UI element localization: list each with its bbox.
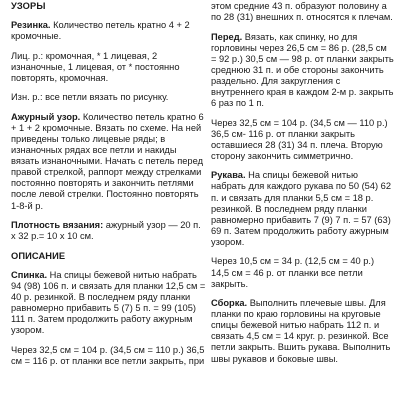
density-text: ажурный узор — 20 п. х 32 р.= 10 х 10 см. bbox=[11, 220, 201, 242]
front-paragraph bbox=[211, 32, 394, 110]
front-continuation-paragraph: Через 32,5 см = 104 р. (34,5 см — 110 р.) 36,5 см- 116 р. от планки закрыть оставшиеся 28 (31) 34 п. плеча. Вторую сторону закончить симметрично. bbox=[211, 117, 388, 161]
purl-row-paragraph: Изн. р.: все петли вязать по рисунку. bbox=[11, 92, 169, 103]
lace-pattern-title: Ажурный узор. bbox=[11, 111, 81, 122]
rib-pattern-paragraph bbox=[11, 20, 206, 42]
sleeves-title: Рукава. bbox=[211, 170, 246, 181]
lace-pattern-paragraph bbox=[11, 112, 206, 212]
assembly-paragraph bbox=[211, 298, 394, 365]
back-title: Спинка. bbox=[11, 269, 48, 280]
back-continuation-end: этом средние 43 п. образуют половину а по 28 (31) внешних п. относятся к плечам. bbox=[211, 1, 393, 23]
back-continuation-paragraph: Через 32,5 см = 104 р. (34,5 см = 110 р.) 36,5 см = 116 р. от планки все петли закрыть, при bbox=[11, 344, 205, 366]
density-title: Плотность вязания: bbox=[11, 220, 104, 231]
sleeves-continuation-paragraph: Через 10,5 см = 34 р. (12,5 см = 40 р.) 14,5 см = 46 р. от планки все петли закрыть. bbox=[211, 256, 375, 289]
face-row-paragraph: Лиц. р.: кромочная, * 1 лицевая, 2 изнаночные, 1 лицевая, от * постоянно повторять, кромочная. bbox=[11, 50, 180, 83]
back-paragraph bbox=[11, 270, 206, 337]
rib-pattern-title: Резинка. bbox=[11, 20, 51, 31]
sleeves-paragraph bbox=[211, 170, 394, 248]
assembly-text: Выполнить плечевые швы. Для планки по краю горловины на круговые спицы бежевой нитью набрать 112 п. и связать 4,5 см = 14 круг. р. резинкой. Все петли закрыть. Вшить рукава. Выполнить швы рукавов и боковые швы. bbox=[211, 298, 391, 364]
patterns-heading: УЗОРЫ bbox=[11, 1, 46, 11]
sleeves-text: На спицы бежевой нитью набрать для каждого рукава по 50 (54) 62 п. и связать для планки 5,5 см = 18 р. резинкой. В последнем ряду планки равномерно прибавить 7 (9) 7 п. = 57 (63) 69 п. Затем продолжить работу ажурным узором. bbox=[211, 170, 392, 247]
back-text: На спицы бежевой нитью набрать 94 (98) 106 п. и связать для планки 12,5 см = 40 р. резинкой. В последнем ряду планки равномерно прибавить 5 (7) 5 п. = 99 (105) 111 п. Затем продолжить работу ажурным узором. bbox=[11, 269, 206, 336]
description-heading: ОПИСАНИЕ bbox=[11, 250, 66, 261]
right-column bbox=[211, 1, 394, 373]
front-text: Вязать, как спинку, но для горловины через 26,5 см = 86 р. (28,5 см = 92 р.) 30,5 см — 98 р. от планки закрыть среднюю 31 п. и обе стороны закончить раздельно. Для закругления с внутреннего края в каждом 2-м р. закрыть 6 раз по 1 п. bbox=[211, 31, 394, 109]
assembly-title: Сборка. bbox=[211, 298, 248, 309]
lace-pattern-text: Количество петель кратно 6 + 1 + 2 кромочные. Вязать по схеме. На ней приведены только лицевые ряды; в изнаночных рядах все петли и накиды вязать изнаночными. Начать с петель перед правой стрелкой, раппорт между стрелками постоянно повторять и закончить петлями после левой стрелки. Постоянно повторять 1-8-й р. bbox=[11, 111, 204, 211]
left-column bbox=[11, 1, 206, 375]
density-paragraph bbox=[11, 220, 206, 242]
front-title: Перед. bbox=[211, 31, 243, 42]
rib-pattern-text: Количество петель кратно 4 + 2 кромочные. bbox=[11, 20, 190, 42]
